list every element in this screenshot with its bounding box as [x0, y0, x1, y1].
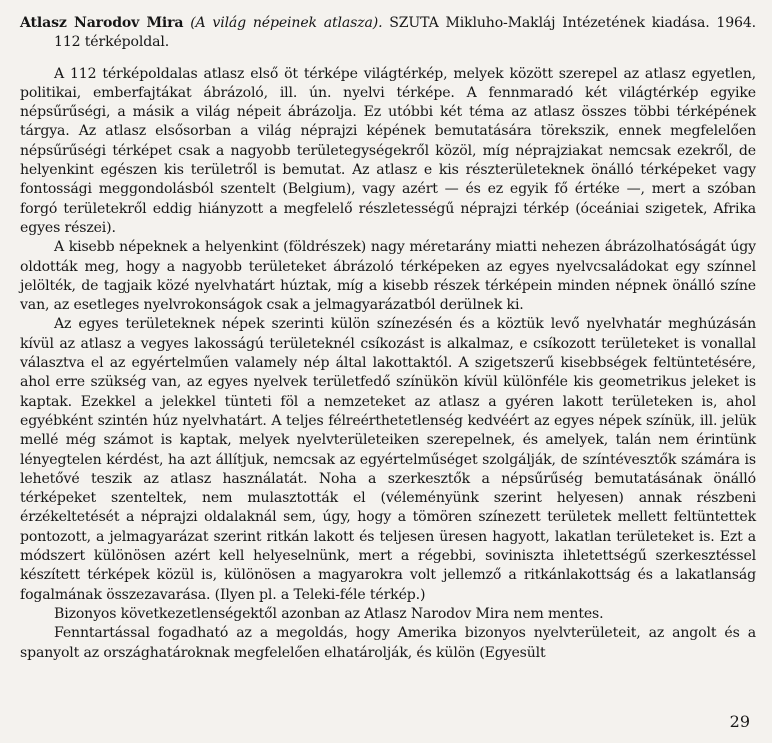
article-text — [20, 14, 756, 663]
paragraph: Az egyes területeknek népek szerinti külön színezésén és a köztük levő nyelvhatár meghúzásán kívül az atlasz a vegyes lakosságú területeknél csíkozást is alkalmaz, e csíkozott területeket is vonallal választva el az egyértelműen valamely nép által lakottaktól. A szigetszerű kisebbségek feltüntetésére, ahol erre szükség van, az egyes nyelvek területfedő színükön kívül különféle kis geometrikus jeleket is kaptak. Ezekkel a jelekkel tünteti föl a nemzeteket az atlasz a gyéren lakott területeken is, ahol egyébként szintén húz nyelvhatárt. A teljes félreérthetetlenség kedvéért az egyes népek színük, ill. jelük mellé még számot is kaptak, melyek nyelvterületeiken szerepelnek, és amelyek, talán nem érintünk lényegtelen kérdést, ha azt állítjuk, nemcsak az egyértelműséget szolgálják, de színtévesztők számára is lehetővé teszik az atlasz használatát. Noha a szerkesztők a népsűrűség bemutatásának önálló térképeket szenteltek, nem mulasztották el (véleményünk szerint helyesen) annak részbeni érzékeltetését a néprajzi oldalaknál sem, úgy, hogy a tömören színezett területek mellett feltüntettek pontozott, a jelmagyarázat szerint ritkán lakott és teljesen üresen hagyott, lakatlan területeket is. Ezt a módszert különösen azért kell helyeselnünk, mert a régebbi, soviniszta ihletettségű szerkesztéssel készített térképek közül is, különösen a magyarokra volt jellemző a ritkánlakottság és a lakatlanság fogalmának összezavarása. (Ilyen pl. a Teleki-féle térkép.) — [20, 316, 756, 603]
page-number: 29 — [729, 712, 750, 731]
paragraph: A kisebb népeknek a helyenkint (földrészek) nagy méretarány miatti nehezen ábrázolhatóságát úgy oldották meg, hogy a nagyobb területeket ábrázoló térképeken az egyes nyelvcsaládokat egy színnel jelölték, de tagjaik közé nyelvhatárt húztak, míg a kisebb részek térképein minden népnek önálló színe van, az esetleges nyelvrokonságok csak a jelmagyarázatból derülnek ki. — [20, 239, 756, 314]
header-title: Atlasz Narodov Mira — [20, 15, 184, 31]
article-header — [20, 14, 756, 53]
paragraph: Fenntartással fogadható az a megoldás, hogy Amerika bizonyos nyelvterületeit, az angolt és a spanyolt az országhatároknak megfelelően elhatárolják, és külön (Egyesült — [20, 625, 756, 661]
paragraph: A 112 térképoldalas atlasz első öt térképe világtérkép, melyek között szerepel az atlasz egyetlen, politikai, emberfajtákat ábrázoló, ill. ún. nyelvi térképe. A fennmaradó két világtérkép egyike népsűrűségi, a másik a világ népeit ábrázolja. Ez utóbbi két téma az atlasz összes többi térképének tárgya. Az atlasz elsősorban a világ néprajzi képének bemutatására törekszik, ennek megfelelően népsűrűségi térképet csak a nagyobb területegységekről közöl, míg néprajziakat nemcsak ezekről, de helyenkint egészen kis területről is bemutat. Az atlasz e kis részterületeknek önálló térképeket vagy fontossági meggondolásból szentelt (Belgium), vagy azért — és ez egyik fő értéke —, mert a szóban forgó területekről eddig hiányzott a megfelelő részletességű néprajzi térkép (óceániai szigetek, Afrika egyes részei). — [20, 65, 756, 236]
header-subtitle: (A világ népeinek atlasza). — [190, 15, 383, 31]
header-details: SZUTA Mikluho-Makláj Intézetének kiadása. 1964. 112 térképoldal. — [54, 15, 756, 51]
paragraph: Bizonyos következetlenségektől azonban az Atlasz Narodov Mira nem mentes. — [54, 605, 604, 622]
